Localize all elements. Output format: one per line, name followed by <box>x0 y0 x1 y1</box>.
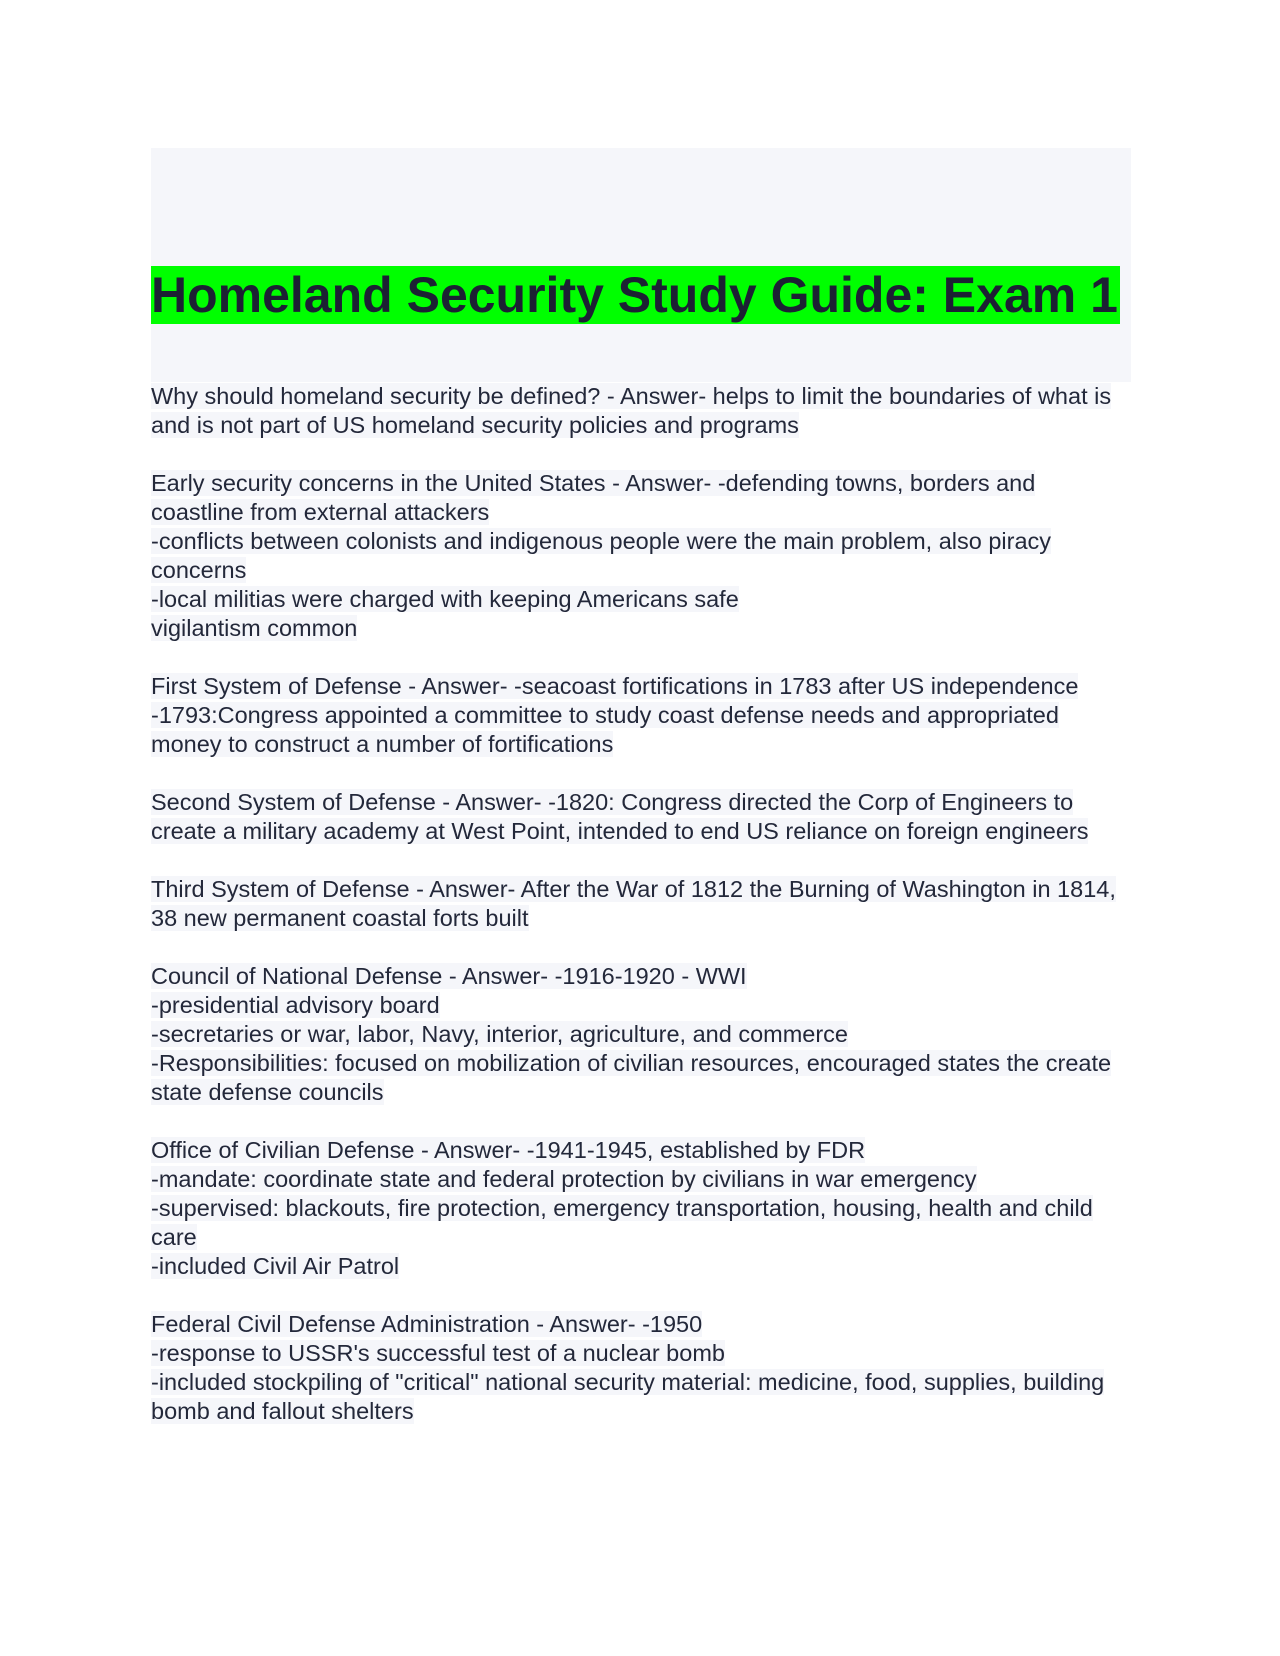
entry-line <box>151 1020 1131 1049</box>
entry-line-text: -supervised: blackouts, fire protection, emergency transportation, housing, health and child care <box>151 1195 1093 1250</box>
entry-line <box>151 1194 1131 1252</box>
entry-line-text: -presidential advisory board <box>151 992 440 1018</box>
entry-line-text: -Responsibilities: focused on mobilization of civilian resources, encouraged states the create state defense councils <box>151 1050 1112 1105</box>
entry-line <box>151 1368 1131 1426</box>
entry-line-text: Second System of Defense - Answer- -1820: Congress directed the Corp of Engineers to create a military academy at West Point, intended to end US reliance on foreign engineers <box>151 789 1089 844</box>
entry-line <box>151 672 1131 701</box>
study-entry <box>151 672 1131 759</box>
entry-line <box>151 1049 1131 1107</box>
entry-line <box>151 788 1131 846</box>
entry-line <box>151 614 1131 643</box>
study-entry <box>151 875 1131 933</box>
entry-line <box>151 991 1131 1020</box>
entry-line-text: First System of Defense - Answer- -seacoast fortifications in 1783 after US independence <box>151 673 1079 699</box>
entry-line-text: -included stockpiling of "critical" national security material: medicine, food, supplies, building bomb and fallout shelters <box>151 1369 1105 1424</box>
entry-line-text: -local militias were charged with keeping Americans safe <box>151 586 739 612</box>
study-entry <box>151 469 1131 643</box>
entry-line-text: -included Civil Air Patrol <box>151 1253 400 1279</box>
entry-line-text: Federal Civil Defense Administration - Answer- -1950 <box>151 1311 703 1337</box>
entry-line-text: -secretaries or war, labor, Navy, interior, agriculture, and commerce <box>151 1021 849 1047</box>
entry-line <box>151 1165 1131 1194</box>
entry-line-text: Early security concerns in the United States - Answer- -defending towns, borders and coastline from external attackers <box>151 470 1036 525</box>
entry-line-text: -1793:Congress appointed a committee to study coast defense needs and appropriated money to construct a number of fortifications <box>151 702 1059 757</box>
entry-line-text: -response to USSR's successful test of a nuclear bomb <box>151 1340 725 1366</box>
entry-line-text: vigilantism common <box>151 615 358 641</box>
entry-line <box>151 382 1131 440</box>
entry-line <box>151 585 1131 614</box>
entry-line-text: Council of National Defense - Answer- -1916-1920 - WWI <box>151 963 747 989</box>
entry-line <box>151 1339 1131 1368</box>
entry-line-text: Third System of Defense - Answer- After the War of 1812 the Burning of Washington in 1814, 38 new permanent coastal forts built <box>151 876 1116 931</box>
entry-line <box>151 527 1131 585</box>
entry-line-text: -conflicts between colonists and indigenous people were the main problem, also piracy concerns <box>151 528 1052 583</box>
entry-line-text: Office of Civilian Defense - Answer- -1941-1945, established by FDR <box>151 1137 866 1163</box>
study-entry <box>151 382 1131 440</box>
entry-line-text: Why should homeland security be defined? - Answer- helps to limit the boundaries of what is and is not part of US homeland security policies and programs <box>151 383 1112 438</box>
entry-line-text: -mandate: coordinate state and federal protection by civilians in war emergency <box>151 1166 977 1192</box>
study-entry <box>151 1136 1131 1281</box>
entry-line <box>151 875 1131 933</box>
title-block <box>151 148 1131 382</box>
document-title: Homeland Security Study Guide: Exam 1 <box>151 267 1118 323</box>
entry-line <box>151 1136 1131 1165</box>
entry-line <box>151 1252 1131 1281</box>
study-entry <box>151 1310 1131 1426</box>
entry-line <box>151 469 1131 527</box>
entry-line <box>151 701 1131 759</box>
document-page <box>151 148 1131 1455</box>
entry-line <box>151 1310 1131 1339</box>
study-entry <box>151 962 1131 1107</box>
entry-line <box>151 962 1131 991</box>
study-entries <box>151 382 1131 1426</box>
study-entry <box>151 788 1131 846</box>
